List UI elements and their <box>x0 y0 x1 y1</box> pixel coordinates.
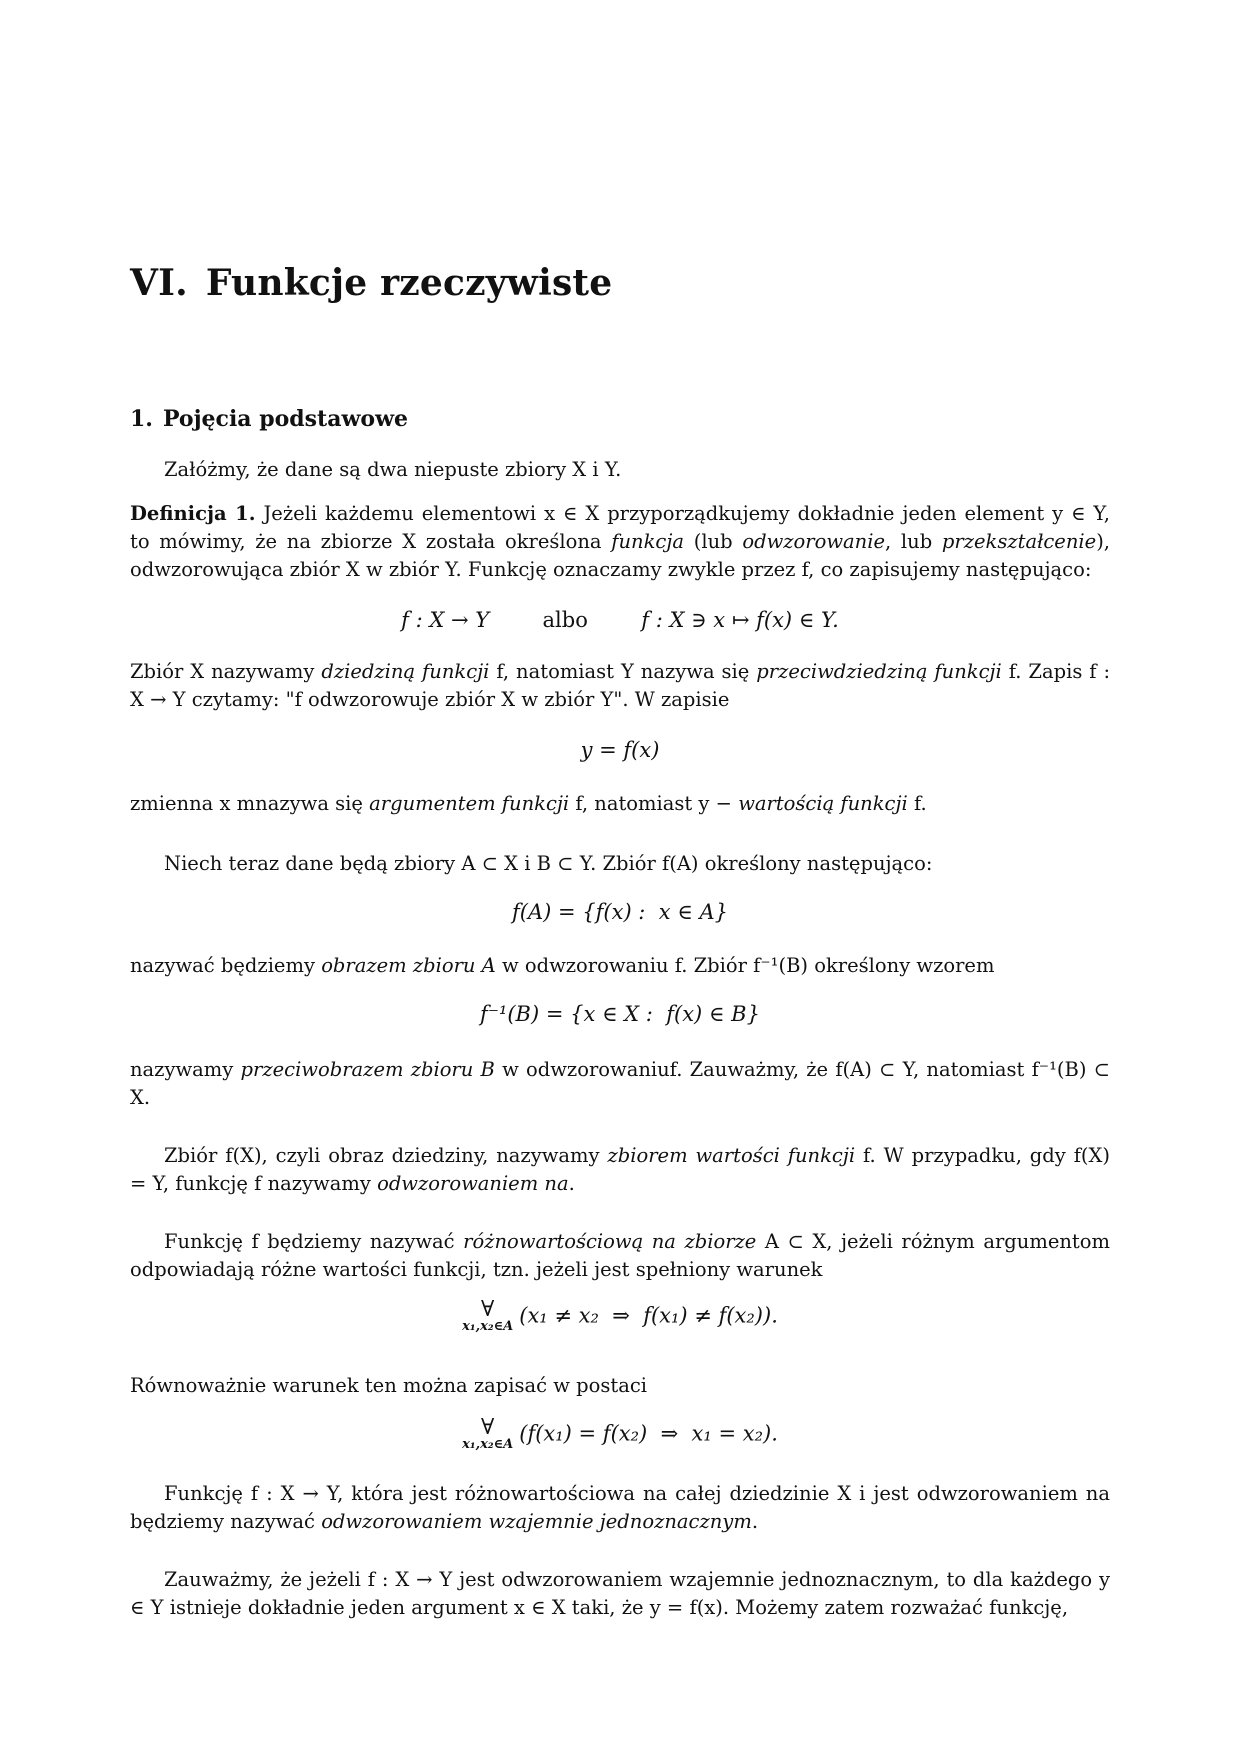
paragraph-text: f, natomiast y − <box>569 792 739 815</box>
forall-subscript: x₁,x₂∈A <box>462 1319 514 1334</box>
term-roznowartosciowa: różnowartościową na zbiorze <box>463 1230 757 1253</box>
forall-symbol: ∀ <box>481 1297 495 1322</box>
forall-quantifier <box>462 1297 514 1334</box>
preimage-paragraph <box>130 1056 1110 1112</box>
paragraph-text: Zbiór X nazywamy <box>130 660 322 683</box>
forall-quantifier <box>462 1415 514 1452</box>
equation-part: f : X ∋ x ↦ f(x) ∈ Y. <box>641 608 839 632</box>
paragraph-text: zmienna x mnazywa się <box>130 792 370 815</box>
paragraph-text: f. <box>907 792 927 815</box>
last-paragraph: Zauważmy, że jeżeli f : X → Y jest odwzorowaniem wzajemnie jednoznacznym, to dla każdego y ∈ Y istnieje dokładnie jeden argument x ∈ X taki, że y = f(x). Możemy zatem rozważać funkcję, <box>130 1568 1110 1619</box>
equation-part: f : X → Y <box>401 608 490 632</box>
intro-paragraph: Załóżmy, że dane są dwa niepuste zbiory X i Y. <box>164 458 622 481</box>
paragraph-text: w odwzorowaniu f. Zbiór f⁻¹(B) określony wzorem <box>495 954 995 977</box>
paragraph-text: f, natomiast Y nazywa się <box>489 660 757 683</box>
definition-text: (lub <box>684 530 743 553</box>
equation-image: f(A) = {f(x) : x ∈ A} <box>512 900 728 924</box>
paragraph-text: nazywamy <box>130 1058 241 1081</box>
definition-text: Jeżeli każdemu elementowi x ∈ X przyporządkujemy dokładnie jeden element y ∈ Y, to mówimy, że na zbiorze X została określona <box>130 502 1110 553</box>
definition-title: Definicja 1. <box>130 502 256 525</box>
term-przeciwdziedzina: przeciwdziedziną funkcji <box>756 660 1002 683</box>
term-obraz: obrazem zbioru A <box>321 954 496 977</box>
paragraph-text: Funkcję f będziemy nazywać <box>164 1230 464 1253</box>
term-wartosc: wartością funkcji <box>738 792 908 815</box>
term-odwzorowanie-na: odwzorowaniem na <box>377 1172 569 1195</box>
sets-paragraph: Niech teraz dane będą zbiory A ⊂ X i B ⊂ Y. Zbiór f(A) określony następująco: <box>164 852 933 875</box>
paragraph-text: Zbiór f(X), czyli obraz dziedziny, nazywamy <box>164 1144 608 1167</box>
paragraph-text: . <box>568 1172 575 1195</box>
image-paragraph <box>130 952 1110 980</box>
definition-text: ), odwzorowująca zbiór X w zbiór Y. Funkcję oznaczamy zwykle przez f, co zapisujemy następująco: <box>130 530 1110 581</box>
chapter-heading <box>130 262 612 304</box>
definition-text: , lub <box>885 530 942 553</box>
definition-1 <box>130 500 1110 584</box>
term-zbior-wartosci: zbiorem wartości funkcji <box>607 1144 856 1167</box>
domain-paragraph <box>130 658 1110 714</box>
forall-subscript: x₁,x₂∈A <box>462 1437 514 1452</box>
term-dziedzina: dziedziną funkcji <box>321 660 490 683</box>
paragraph-text: w odwzorowaniuf. Zauważmy, że f(A) ⊂ Y, natomiast f⁻¹(B) ⊂ X. <box>130 1058 1111 1109</box>
argument-paragraph <box>130 790 1110 818</box>
section-title: Pojęcia podstawowe <box>162 406 409 432</box>
injective-condition-equivalent: (f(x₁) = f(x₂) ⇒ x₁ = x₂). <box>519 1421 778 1446</box>
bijection-paragraph <box>130 1480 1110 1536</box>
paragraph-text: . <box>751 1510 759 1533</box>
equation-connector: albo <box>542 608 588 632</box>
equation-mapping <box>130 608 1110 632</box>
term-odwzorowanie: odwzorowanie <box>742 530 885 553</box>
equation-injective <box>130 1297 1110 1334</box>
equivalent-paragraph: Równoważnie warunek ten można zapisać w postaci <box>130 1374 647 1397</box>
term-argument: argumentem funkcji <box>369 792 570 815</box>
paragraph-text: A ⊂ X, jeżeli różnym argumentom odpowiadają różne wartości funkcji, tzn. jeżeli jest spełniony warunek <box>130 1230 1110 1281</box>
chapter-number: VI. <box>130 262 188 304</box>
injective-condition: (x₁ ≠ x₂ ⇒ f(x₁) ≠ f(x₂)). <box>519 1303 778 1328</box>
forall-symbol: ∀ <box>481 1415 495 1440</box>
paragraph-text: f. W przypadku, gdy f(X) = Y, funkcję f nazywamy <box>130 1144 1111 1195</box>
term-przeksztalcenie: przekształcenie <box>941 530 1097 553</box>
equation-y: y = f(x) <box>580 738 660 762</box>
term-wzajemnie-jednoznaczne: odwzorowaniem wzajemnie jednoznacznym <box>321 1510 752 1533</box>
section-heading <box>130 406 408 432</box>
term-przeciwobraz: przeciwobrazem zbioru B <box>240 1058 495 1081</box>
equation-preimage: f⁻¹(B) = {x ∈ X : f(x) ∈ B} <box>480 1002 760 1026</box>
range-paragraph <box>130 1142 1110 1198</box>
injective-paragraph <box>130 1228 1110 1284</box>
section-number: 1. <box>130 406 153 432</box>
equation-injective-equivalent <box>130 1415 1110 1452</box>
paragraph-text: nazywać będziemy <box>130 954 322 977</box>
paragraph-text: Funkcję f : X → Y, która jest różnowartościowa na całej dziedzinie X i jest odwzorowaniem na będziemy nazywać <box>130 1482 1110 1533</box>
chapter-title: Funkcje rzeczywiste <box>205 262 613 304</box>
paragraph-text: f. Zapis f : X → Y czytamy: "f odwzorowuje zbiór X w zbiór Y". W zapisie <box>130 660 1111 711</box>
term-funkcja: funkcja <box>611 530 685 553</box>
